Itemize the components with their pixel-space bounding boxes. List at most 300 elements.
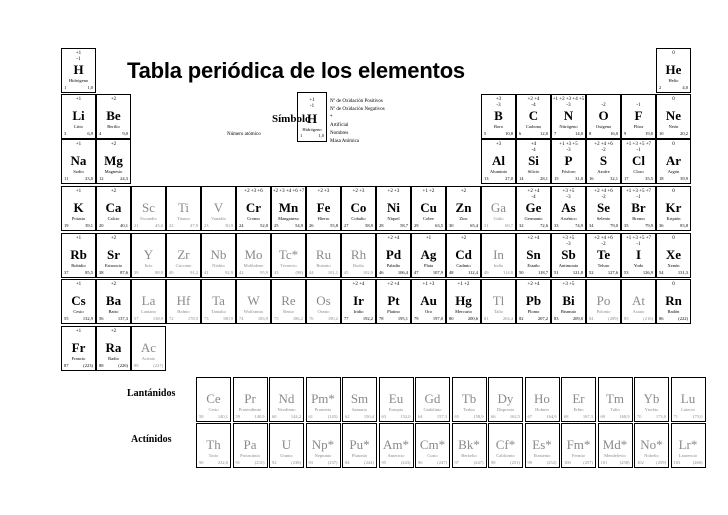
element-symbol: Th xyxy=(206,437,221,452)
atomic-number: 22 xyxy=(169,223,174,228)
atomic-mass: 162,5 xyxy=(509,414,520,419)
element-cell-li xyxy=(61,94,96,139)
element-name: Selenio xyxy=(596,216,611,221)
element-name: Germanio xyxy=(524,216,543,221)
atomic-mass: 58,9 xyxy=(365,223,373,228)
element-name: Boro xyxy=(494,124,503,129)
atomic-number: 88 xyxy=(99,363,104,368)
atomic-number: 71 xyxy=(673,414,678,419)
element-cell-eu xyxy=(379,377,414,422)
element-name: Lantano xyxy=(141,309,156,314)
oxidation-states: -1 xyxy=(636,103,641,108)
atomic-mass: 232,0 xyxy=(217,460,228,465)
oxidation-states: +4 -4 xyxy=(530,142,537,153)
atomic-mass: (258) xyxy=(619,460,630,465)
element-name: Cadmio xyxy=(456,263,471,268)
element-symbol: Br xyxy=(631,200,646,215)
element-cell-as xyxy=(551,186,586,231)
oxidation-states: +2 xyxy=(460,236,467,241)
atomic-number: 84 xyxy=(589,316,594,321)
element-symbol: W xyxy=(247,293,260,308)
element-cell-es xyxy=(525,423,560,468)
legend-notes xyxy=(330,98,385,146)
element-symbol: Mo xyxy=(244,247,263,262)
element-name: Torio xyxy=(208,453,219,458)
atomic-number: 86 xyxy=(659,316,664,321)
oxidation-states: +1 +2 xyxy=(422,189,435,194)
oxidation-states: +2 xyxy=(110,282,117,287)
atomic-number: 20 xyxy=(99,223,104,228)
oxidation-states: 0 xyxy=(672,189,675,194)
element-cell-be xyxy=(96,94,131,139)
legend-ox-positive: +1 xyxy=(309,98,315,103)
atomic-number: 83 xyxy=(554,316,559,321)
atomic-mass: 197,0 xyxy=(432,316,443,321)
atomic-number: 46 xyxy=(379,270,384,275)
atomic-number: 5 xyxy=(484,131,487,136)
element-symbol: Pb xyxy=(525,293,542,308)
atomic-number: 33 xyxy=(554,223,559,228)
element-name: Fermio xyxy=(572,453,585,458)
atomic-number: 81 xyxy=(484,316,489,321)
legend-note-negative: Nº de Oxidación Negativos xyxy=(330,107,385,112)
oxidation-states: 0 xyxy=(672,51,675,56)
atomic-number: 54 xyxy=(659,270,664,275)
element-symbol: Fm* xyxy=(566,437,591,452)
element-name: Plata xyxy=(424,263,433,268)
atomic-number: 78 xyxy=(379,316,384,321)
element-name: Platino xyxy=(387,309,400,314)
legend-symbol: H xyxy=(306,111,318,126)
legend-cell xyxy=(297,92,327,142)
oxidation-states: +1 +2 xyxy=(457,282,470,287)
oxidation-states: +1 +3 +5 +7 -1 xyxy=(625,236,652,247)
element-symbol: I xyxy=(635,247,642,262)
element-symbol: Na xyxy=(70,153,87,168)
element-name: Curio xyxy=(427,453,438,458)
atomic-number: 77 xyxy=(344,316,349,321)
atomic-number: 56 xyxy=(99,316,104,321)
element-symbol: Ru xyxy=(315,247,332,262)
element-name: Laurencio xyxy=(678,453,698,458)
atomic-mass: 175,0 xyxy=(692,414,703,419)
element-symbol: Pt xyxy=(387,293,400,308)
element-cell-se xyxy=(586,186,621,231)
element-symbol: Sb xyxy=(561,247,576,262)
element-name: Helio xyxy=(668,78,679,83)
element-name: Plomo xyxy=(527,309,540,314)
element-cell-s xyxy=(586,139,621,184)
element-cell-yb xyxy=(634,377,669,422)
element-cell-rb xyxy=(61,233,96,278)
atomic-mass: 47,9 xyxy=(190,223,198,228)
atomic-mass: 6,9 xyxy=(87,131,93,136)
element-name: Holmio xyxy=(535,407,549,412)
element-symbol: Mg xyxy=(104,153,123,168)
element-cell-nb xyxy=(201,233,236,278)
atomic-number: 53 xyxy=(624,270,629,275)
element-symbol: Cm* xyxy=(419,437,446,452)
oxidation-states: 0 xyxy=(672,97,675,102)
element-cell-tb xyxy=(452,377,487,422)
atomic-number: 17 xyxy=(624,176,629,181)
oxidation-states: 0 xyxy=(672,142,675,147)
element-name: Escandio xyxy=(140,216,157,221)
element-name: Circonio xyxy=(175,263,192,268)
element-cell-pm xyxy=(306,377,341,422)
element-symbol: Se xyxy=(597,200,610,215)
atomic-mass: 4,0 xyxy=(682,85,688,90)
element-cell-zr xyxy=(166,233,201,278)
atomic-mass: 112,4 xyxy=(468,270,478,275)
atomic-number: 44 xyxy=(309,270,314,275)
element-name: Fósforo xyxy=(561,169,576,174)
element-symbol: Am* xyxy=(383,437,409,452)
element-symbol: Cu xyxy=(420,200,437,215)
atomic-mass: 127,6 xyxy=(607,270,618,275)
element-cell-v xyxy=(201,186,236,231)
oxidation-states: +3 +5 xyxy=(562,282,575,287)
atomic-number: 59 xyxy=(235,414,240,419)
element-symbol: Cl xyxy=(632,153,645,168)
atomic-mass: 207,2 xyxy=(537,316,548,321)
element-symbol: Pr xyxy=(244,391,256,406)
element-name: Disprosio xyxy=(496,407,515,412)
atomic-number: 87 xyxy=(64,363,69,368)
element-cell-la xyxy=(131,279,166,324)
element-symbol: Sc xyxy=(142,200,155,215)
element-cell-pu xyxy=(342,423,377,468)
atomic-number: 25 xyxy=(274,223,279,228)
element-cell-cd xyxy=(446,233,481,278)
atomic-mass: 183,9 xyxy=(257,316,268,321)
atomic-mass: 118,7 xyxy=(538,270,548,275)
element-cell-pb xyxy=(516,279,551,324)
element-name: Calcio xyxy=(107,216,120,221)
atomic-number: 57 xyxy=(134,316,139,321)
element-name: Radón xyxy=(667,309,680,314)
element-symbol: F xyxy=(634,108,643,123)
element-cell-nd xyxy=(269,377,304,422)
atomic-mass: 150,4 xyxy=(363,414,374,419)
atomic-mass: 24,3 xyxy=(120,176,128,181)
atomic-mass: 164,9 xyxy=(546,414,557,419)
element-cell-n xyxy=(551,94,586,139)
oxidation-states: +1 +3 +5 +7 -1 xyxy=(625,189,652,200)
element-name: Manganeso xyxy=(278,216,299,221)
element-cell-am xyxy=(379,423,414,468)
atomic-number: 72 xyxy=(169,316,174,321)
element-symbol: Ga xyxy=(490,200,507,215)
element-symbol: Ge xyxy=(525,200,542,215)
atomic-number: 16 xyxy=(589,176,594,181)
atomic-number: 1 xyxy=(64,85,67,90)
legend-note-positive: Nº de Oxidación Positivos xyxy=(330,99,383,104)
atomic-number: 24 xyxy=(239,223,244,228)
element-symbol: Ti xyxy=(177,200,190,215)
atomic-number: 9 xyxy=(624,131,627,136)
element-cell-th xyxy=(196,423,231,468)
element-cell-fe xyxy=(306,186,341,231)
atomic-mass: 144,2 xyxy=(290,414,301,419)
element-cell-sb xyxy=(551,233,586,278)
element-symbol: Fe xyxy=(316,200,331,215)
element-cell-co xyxy=(341,186,376,231)
atomic-number: 32 xyxy=(519,223,524,228)
atomic-mass: 167,3 xyxy=(582,414,593,419)
element-name: Cromo xyxy=(247,216,260,221)
atomic-number: 70 xyxy=(637,414,642,419)
element-symbol: Tm xyxy=(605,391,625,406)
oxidation-states: 0 xyxy=(672,282,675,287)
element-symbol: Bi xyxy=(562,293,575,308)
atomic-number: 47 xyxy=(414,270,419,275)
element-name: Europio xyxy=(388,407,404,412)
atomic-number: 55 xyxy=(64,316,69,321)
oxidation-states: +1 xyxy=(75,282,82,287)
atomic-number: 2 xyxy=(659,85,662,90)
element-name: Wolframio xyxy=(243,309,264,314)
element-name: Titanio xyxy=(177,216,190,221)
atomic-mass: (231) xyxy=(254,460,265,465)
atomic-number: 94 xyxy=(345,460,350,465)
element-cell-lu xyxy=(671,377,706,422)
element-symbol: Ca xyxy=(105,200,122,215)
oxidation-states: +3 xyxy=(495,142,502,147)
element-symbol: Np* xyxy=(311,437,335,452)
atomic-mass: (209) xyxy=(608,316,618,321)
element-symbol: Ir xyxy=(353,293,364,308)
atomic-mass: 106,4 xyxy=(397,270,408,275)
atomic-mass: 32,1 xyxy=(610,176,618,181)
element-name: Arsénico xyxy=(560,216,577,221)
oxidation-states: +2 +3 xyxy=(387,189,400,194)
element-symbol: Ni xyxy=(387,200,400,215)
atomic-number: 19 xyxy=(64,223,69,228)
atomic-number: 101 xyxy=(600,460,608,465)
atomic-number: 52 xyxy=(589,270,594,275)
element-cell-hg xyxy=(446,279,481,324)
atomic-mass: 157,3 xyxy=(436,414,447,419)
element-cell-he xyxy=(656,48,691,93)
atomic-mass: 190,2 xyxy=(327,316,338,321)
atomic-mass: 178,5 xyxy=(187,316,198,321)
element-name: Nobelio xyxy=(644,453,659,458)
atomic-mass: 55,8 xyxy=(330,223,338,228)
atomic-number: 69 xyxy=(600,414,605,419)
atomic-mass: 63,5 xyxy=(435,223,443,228)
element-symbol: B xyxy=(494,108,503,123)
element-name: Litio xyxy=(74,124,83,129)
element-cell-fr xyxy=(61,326,96,371)
element-cell-mg xyxy=(96,139,131,184)
oxidation-states: +2 xyxy=(110,236,117,241)
element-name: Neodimio xyxy=(277,407,296,412)
oxidation-states: +2 +4 xyxy=(387,236,400,241)
element-cell-cr xyxy=(236,186,271,231)
element-name: Americio xyxy=(387,453,405,458)
atomic-mass: (238) xyxy=(291,460,301,465)
element-symbol: Co xyxy=(350,200,367,215)
element-cell-fm xyxy=(561,423,596,468)
element-symbol: Re xyxy=(281,293,296,308)
element-symbol: Yb xyxy=(643,391,660,406)
atomic-number: 26 xyxy=(309,223,314,228)
legend-atomic-number-label: Número atómico xyxy=(227,132,261,137)
element-name: Hafnio xyxy=(177,309,190,314)
atomic-mass: 107,9 xyxy=(432,270,443,275)
element-cell-br xyxy=(621,186,656,231)
element-symbol: As xyxy=(561,200,576,215)
element-cell-mo xyxy=(236,233,271,278)
element-cell-ge xyxy=(516,186,551,231)
atomic-mass: 114,8 xyxy=(503,270,513,275)
element-symbol: No* xyxy=(640,437,663,452)
atomic-number: 98 xyxy=(491,460,496,465)
element-cell-ne xyxy=(656,94,691,139)
element-cell-ir xyxy=(341,279,376,324)
element-cell-ti xyxy=(166,186,201,231)
element-symbol: Lr* xyxy=(678,437,698,452)
element-name: Cesio xyxy=(73,309,84,314)
element-symbol: N xyxy=(563,108,574,123)
element-name: Francio xyxy=(71,356,86,361)
element-name: Kriptón xyxy=(666,216,681,221)
element-cell-ni xyxy=(376,186,411,231)
atomic-number: 4 xyxy=(99,131,102,136)
element-symbol: Pa xyxy=(243,437,257,452)
atomic-mass: 85,5 xyxy=(85,270,93,275)
atomic-number: 36 xyxy=(659,223,664,228)
element-cell-pt xyxy=(376,279,411,324)
element-name: Rutenio xyxy=(316,263,331,268)
oxidation-states: +3 +5 -3 xyxy=(562,236,575,247)
oxidation-states: +2 +3 +6 xyxy=(244,189,263,194)
atomic-number: 37 xyxy=(64,270,69,275)
atomic-mass: (227) xyxy=(153,363,163,368)
element-symbol: H xyxy=(73,62,84,77)
element-symbol: Pd xyxy=(385,247,402,262)
element-symbol: Tl xyxy=(492,293,505,308)
atomic-mass: 31,0 xyxy=(575,176,583,181)
element-name: Xenón xyxy=(667,263,680,268)
element-cell-al xyxy=(481,139,516,184)
element-cell-hf xyxy=(166,279,201,324)
atomic-number: 74 xyxy=(239,316,244,321)
oxidation-states: +2 +4 xyxy=(387,282,400,287)
element-cell-pr xyxy=(233,377,268,422)
atomic-mass: 50,9 xyxy=(225,223,233,228)
atomic-number: 89 xyxy=(134,363,139,368)
legend-symbol-label: Símbolo xyxy=(272,113,311,125)
atomic-mass: 87,6 xyxy=(120,270,128,275)
element-cell-cu xyxy=(411,186,446,231)
element-cell-rh xyxy=(341,233,376,278)
oxidation-states: +2 +4 xyxy=(527,282,540,287)
atomic-mass: (259) xyxy=(656,460,666,465)
atomic-mass: 131,3 xyxy=(677,270,688,275)
element-cell-re xyxy=(271,279,306,324)
element-cell-tc xyxy=(271,233,306,278)
legend-note-names: Nombres xyxy=(330,131,349,136)
oxidation-states: +2 +4 +6 -2 xyxy=(594,236,613,247)
element-name: Terbio xyxy=(463,407,475,412)
element-symbol: Te xyxy=(596,247,611,262)
element-symbol: Lu xyxy=(680,391,696,406)
atomic-number: 75 xyxy=(274,316,279,321)
atomic-mass: 40,1 xyxy=(120,223,128,228)
element-symbol: Rb xyxy=(70,247,87,262)
atomic-mass: 88,9 xyxy=(155,270,163,275)
element-cell-ga xyxy=(481,186,516,231)
element-cell-tm xyxy=(598,377,633,422)
element-name: Vanadio xyxy=(211,216,226,221)
element-name: Neón xyxy=(668,124,679,129)
element-symbol: Sn xyxy=(526,247,541,262)
atomic-mass: (145) xyxy=(327,414,338,419)
atomic-number: 51 xyxy=(554,270,559,275)
atomic-number: 103 xyxy=(673,460,681,465)
element-symbol: La xyxy=(141,293,156,308)
element-symbol: Ta xyxy=(212,293,225,308)
atomic-number: 64 xyxy=(418,414,423,419)
atomic-number: 58 xyxy=(199,414,204,419)
element-symbol: Nb xyxy=(210,247,227,262)
element-cell-ac xyxy=(131,326,166,371)
element-name: Estroncio xyxy=(104,263,123,268)
element-symbol: Nd xyxy=(278,391,295,406)
oxidation-states: +2 +4 xyxy=(352,282,365,287)
atomic-number: 45 xyxy=(344,270,349,275)
element-cell-mn xyxy=(271,186,306,231)
element-symbol: Pu* xyxy=(349,437,370,452)
element-cell-kr xyxy=(656,186,691,231)
element-cell-pd xyxy=(376,233,411,278)
atomic-number: 60 xyxy=(272,414,277,419)
atomic-mass: 140,9 xyxy=(254,414,265,419)
element-name: Mercurio xyxy=(455,309,472,314)
element-symbol: Gd xyxy=(424,391,441,406)
atomic-mass: 27,0 xyxy=(505,176,513,181)
atomic-mass: 14,0 xyxy=(575,131,583,136)
atomic-number: 21 xyxy=(134,223,139,228)
page-title: Tabla periódica de los elementos xyxy=(127,58,465,83)
atomic-mass: 79,0 xyxy=(610,223,618,228)
element-name: Flúor xyxy=(633,124,644,129)
atomic-number: 65 xyxy=(454,414,459,419)
atomic-mass: (210) xyxy=(643,316,653,321)
atomic-mass: (251) xyxy=(510,460,520,465)
element-cell-ar xyxy=(656,139,691,184)
atomic-number: 61 xyxy=(308,414,313,419)
element-name: Potasio xyxy=(71,216,86,221)
element-cell-no xyxy=(634,423,669,468)
element-symbol: Tb xyxy=(461,391,477,406)
atomic-mass: (260) xyxy=(692,460,703,465)
atomic-number: 28 xyxy=(379,223,384,228)
atomic-number: 14 xyxy=(519,176,524,181)
legend-name: Hidrógeno xyxy=(302,127,322,132)
atomic-number: 73 xyxy=(204,316,209,321)
element-symbol: Po xyxy=(596,293,611,308)
atomic-mass: 126,9 xyxy=(642,270,653,275)
element-symbol: Zn xyxy=(455,200,472,215)
element-cell-bi xyxy=(551,279,586,324)
element-name: Actinio xyxy=(141,356,156,361)
element-symbol: Cr xyxy=(245,200,262,215)
element-cell-u xyxy=(269,423,304,468)
element-symbol: Ba xyxy=(105,293,122,308)
